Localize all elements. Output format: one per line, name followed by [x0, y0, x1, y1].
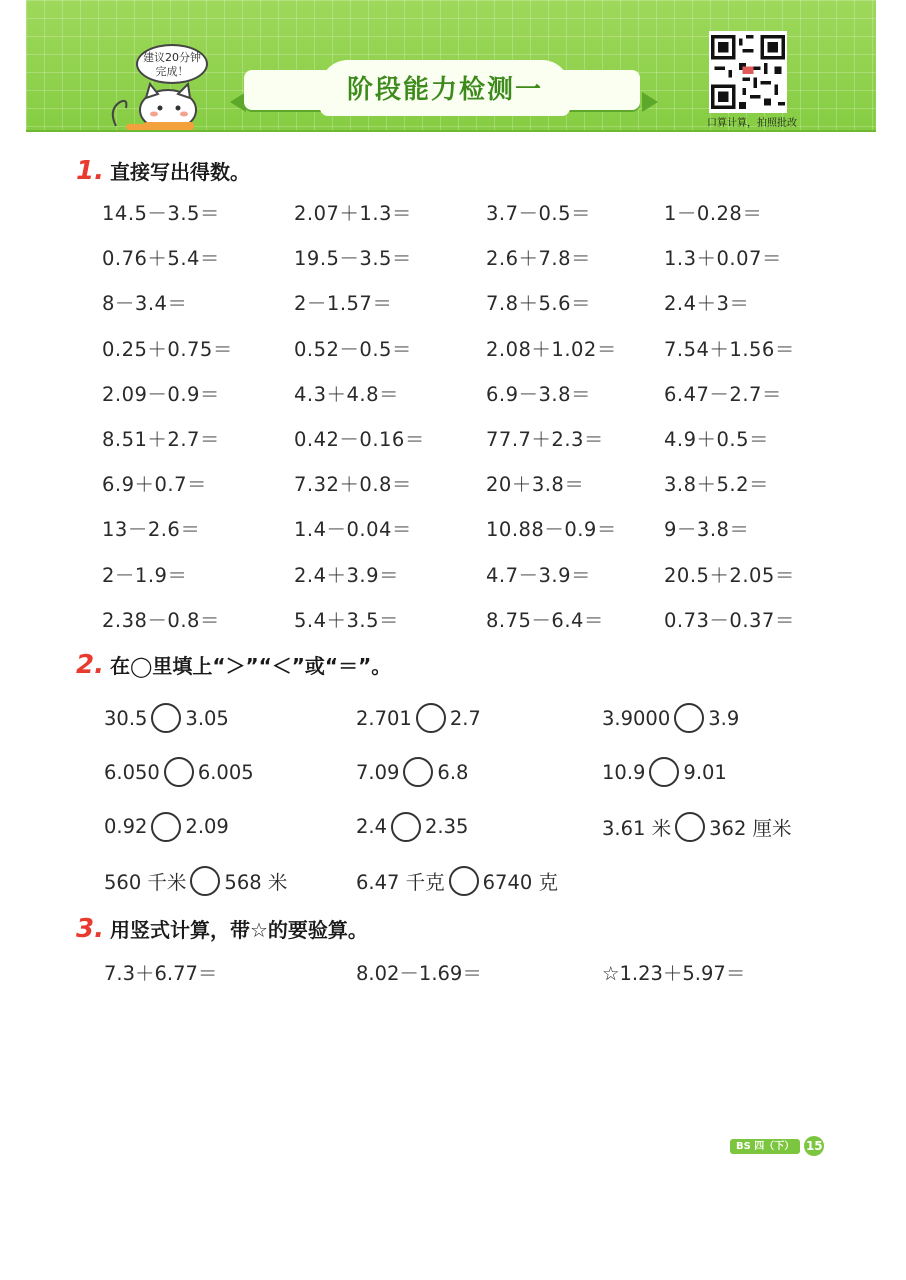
page-number: 15: [804, 1136, 824, 1156]
compare-left: 3.9000: [602, 706, 671, 730]
page-footer: [730, 1137, 824, 1155]
answer-circle[interactable]: [403, 757, 433, 787]
compare-item: [356, 861, 602, 901]
compare-right: 568 米: [224, 870, 288, 894]
compare-item: [602, 807, 862, 847]
compare-left: 30.5: [104, 706, 148, 730]
q1-item: 0.42－0.16＝: [294, 427, 425, 451]
compare-left: 2.4: [356, 815, 388, 839]
compare-left: 3.61 米: [602, 816, 672, 840]
q1-item: 2.4＋3＝: [664, 292, 750, 316]
q1-item: 13－2.6＝: [102, 518, 201, 542]
compare-left: 560 千米: [104, 870, 187, 894]
q1-item: 0.25＋0.75＝: [102, 337, 233, 361]
q3-number: 3.: [76, 914, 104, 944]
compare-right: 6.8: [437, 760, 469, 784]
compare-left: 2.701: [356, 706, 412, 730]
compare-left: 7.09: [356, 760, 400, 784]
q1-item: 10.88－0.9＝: [486, 518, 617, 542]
compare-item: [104, 861, 356, 901]
q1-item: 2－1.9＝: [102, 563, 188, 587]
qr-caption: 口算计算，拍照批改: [707, 118, 797, 129]
page-title: 阶段能力检测一: [346, 75, 543, 105]
compare-item: [104, 807, 356, 847]
q1-item: 8.51＋2.7＝: [102, 427, 220, 451]
q1-item: 1.3＋0.07＝: [664, 247, 782, 271]
q3-item: 7.3＋6.77＝: [104, 962, 218, 985]
q1-item: 4.9＋0.5＝: [664, 427, 770, 451]
q1-heading: [76, 156, 250, 186]
compare-item: [602, 752, 862, 792]
compare-right: 362 厘米: [709, 816, 792, 840]
q1-item: 0.73－0.37＝: [664, 608, 795, 632]
q1-item: 14.5－3.5＝: [102, 202, 220, 225]
compare-right: 2.7: [449, 706, 481, 730]
compare-item: [356, 807, 602, 847]
q2-title: 在◯里填上“＞”“＜”或“＝”。: [109, 654, 392, 678]
q1-item: 2.6＋7.8＝: [486, 247, 592, 271]
q1-item: 2.07＋1.3＝: [294, 202, 412, 225]
compare-item: [104, 698, 356, 738]
compare-left: 10.9: [602, 760, 646, 784]
qr-code-icon[interactable]: [709, 31, 787, 113]
q3-row: [104, 958, 802, 986]
q1-title: 直接写出得数。: [109, 160, 250, 184]
compare-left: 0.92: [104, 815, 148, 839]
ribbon-right: [642, 92, 658, 112]
answer-circle[interactable]: [674, 703, 704, 733]
q1-item: 0.76＋5.4＝: [102, 247, 220, 271]
q1-item: 19.5－3.5＝: [294, 247, 412, 271]
q1-item: 20.5＋2.05＝: [664, 563, 795, 587]
compare-left: 6.050: [104, 760, 160, 784]
q1-item: 77.7＋2.3＝: [486, 427, 604, 451]
q1-item: 8.75－6.4＝: [486, 608, 604, 632]
q1-item: 2.08＋1.02＝: [486, 337, 617, 361]
compare-right: 2.09: [185, 815, 229, 839]
compare-right: 2.35: [425, 815, 469, 839]
q1-item: 3.8＋5.2＝: [664, 473, 770, 497]
q2-grid: [104, 698, 862, 915]
q3-title: 用竖式计算，带☆的要验算。: [109, 918, 368, 942]
q1-item: 20＋3.8＝: [486, 473, 585, 497]
compare-item: [356, 752, 602, 792]
q3-heading: [76, 914, 368, 944]
q1-item: 1－0.28＝: [664, 202, 763, 225]
q3-item: ☆1.23＋5.97＝: [602, 962, 746, 985]
q1-item: 2－1.57＝: [294, 292, 393, 316]
q1-item: 3.7－0.5＝: [486, 202, 592, 225]
q1-grid: [102, 198, 854, 650]
q1-item: 4.3＋4.8＝: [294, 382, 400, 406]
q1-item: 7.8＋5.6＝: [486, 292, 592, 316]
cat-mascot-icon: [108, 80, 200, 130]
compare-item: [356, 698, 602, 738]
q1-item: 9－3.8＝: [664, 518, 750, 542]
q1-number: 1.: [76, 156, 104, 186]
q1-item: 5.4＋3.5＝: [294, 608, 400, 632]
answer-circle[interactable]: [391, 812, 421, 842]
compare-right: 6.005: [197, 760, 254, 784]
answer-circle[interactable]: [164, 757, 194, 787]
q1-item: 2.4＋3.9＝: [294, 563, 400, 587]
answer-circle[interactable]: [649, 757, 679, 787]
q1-item: 6.47－2.7＝: [664, 382, 782, 406]
q1-item: 7.54＋1.56＝: [664, 337, 795, 361]
q1-item: 1.4－0.04＝: [294, 518, 412, 542]
grade-badge: BS 四（下）: [730, 1139, 800, 1154]
answer-circle[interactable]: [675, 812, 705, 842]
q1-item: 2.38－0.8＝: [102, 608, 220, 632]
q1-item: 2.09－0.9＝: [102, 382, 220, 406]
answer-circle[interactable]: [151, 703, 181, 733]
compare-right: 3.9: [708, 706, 740, 730]
q3-item: 8.02－1.69＝: [356, 962, 482, 985]
q1-item: 6.9－3.8＝: [486, 382, 592, 406]
compare-item: [104, 752, 356, 792]
q2-number: 2.: [76, 650, 104, 680]
compare-left: 6.47 千克: [356, 870, 445, 894]
q1-item: 6.9＋0.7＝: [102, 473, 208, 497]
compare-right: 6740 克: [482, 870, 558, 894]
q1-item: 8－3.4＝: [102, 292, 188, 316]
time-bubble: 建议20分钟完成！: [136, 44, 208, 84]
compare-right: 9.01: [683, 760, 727, 784]
answer-circle[interactable]: [151, 812, 181, 842]
compare-right: 3.05: [185, 706, 229, 730]
q2-heading: [76, 650, 391, 680]
answer-circle[interactable]: [449, 866, 479, 896]
q1-item: 0.52－0.5＝: [294, 337, 412, 361]
answer-circle[interactable]: [416, 703, 446, 733]
compare-item: [602, 698, 862, 738]
q1-item: 4.7－3.9＝: [486, 563, 592, 587]
answer-circle[interactable]: [190, 866, 220, 896]
q1-item: 7.32＋0.8＝: [294, 473, 412, 497]
